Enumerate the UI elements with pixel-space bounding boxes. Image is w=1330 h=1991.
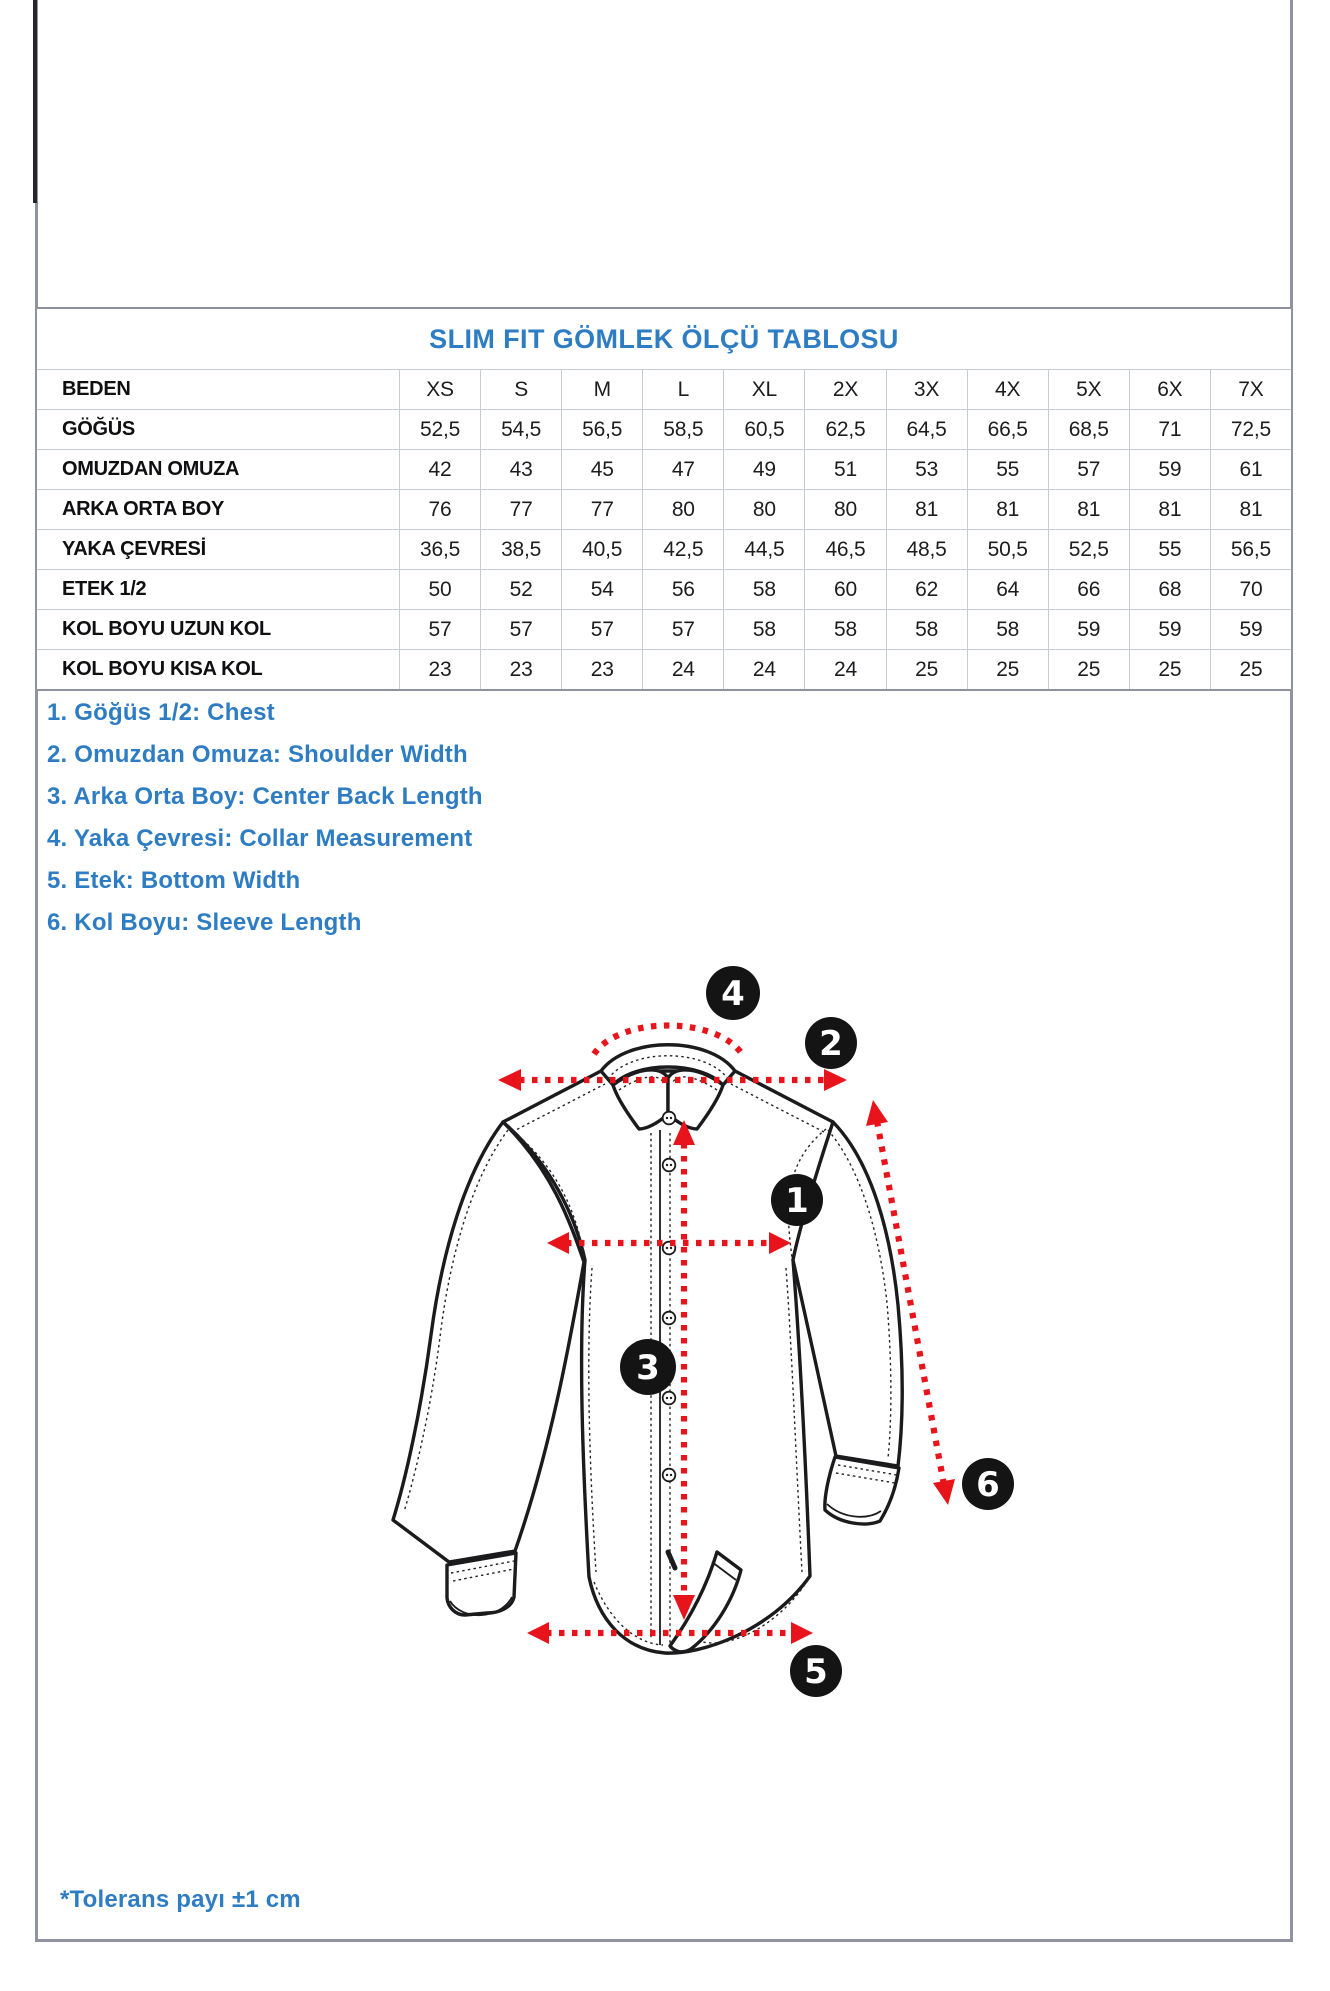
size-cell: 57 xyxy=(399,610,480,649)
size-cell: 25 xyxy=(886,650,967,689)
size-col-header: S xyxy=(480,370,561,409)
size-cell: 38,5 xyxy=(480,530,561,569)
size-cell: 25 xyxy=(1048,650,1129,689)
row-label: ARKA ORTA BOY xyxy=(62,498,225,520)
marker-4-number: 4 xyxy=(721,974,745,1014)
size-cell: 47 xyxy=(642,450,723,489)
size-cell: 62 xyxy=(886,570,967,609)
table-row xyxy=(37,410,1291,450)
size-cell: 72,5 xyxy=(1210,410,1291,449)
marker-6-number: 6 xyxy=(976,1465,1000,1505)
size-cell: 76 xyxy=(399,490,480,529)
row-label: YAKA ÇEVRESİ xyxy=(62,538,206,560)
size-cell: 24 xyxy=(642,650,723,689)
size-cell: 55 xyxy=(967,450,1048,489)
size-col-header: M xyxy=(561,370,642,409)
size-cell: 81 xyxy=(1210,490,1291,529)
size-cell: 49 xyxy=(723,450,804,489)
size-cell: 25 xyxy=(1210,650,1291,689)
size-cell: 42 xyxy=(399,450,480,489)
size-cell: 57 xyxy=(642,610,723,649)
size-table-title-row xyxy=(37,309,1291,370)
table-header-row xyxy=(37,370,1291,410)
size-cell: 80 xyxy=(642,490,723,529)
marker-1 xyxy=(771,1174,823,1226)
size-table-title: SLIM FIT GÖMLEK ÖLÇÜ TABLOSU xyxy=(429,323,899,354)
marker-2 xyxy=(805,1017,857,1069)
marker-2-number: 2 xyxy=(819,1024,843,1064)
size-cell: 59 xyxy=(1129,610,1210,649)
size-cell: 42,5 xyxy=(642,530,723,569)
legend-item: 3. Arka Orta Boy: Center Back Length xyxy=(47,783,483,810)
size-col-header: 4X xyxy=(967,370,1048,409)
size-cell: 56,5 xyxy=(1210,530,1291,569)
size-cell: 80 xyxy=(804,490,885,529)
row-label: ETEK 1/2 xyxy=(62,578,147,600)
size-cell: 66,5 xyxy=(967,410,1048,449)
size-cell: 58 xyxy=(804,610,885,649)
size-cell: 52,5 xyxy=(1048,530,1129,569)
tolerance-footnote: *Tolerans payı ±1 cm xyxy=(60,1886,301,1913)
size-cell: 58 xyxy=(723,570,804,609)
size-cell: 70 xyxy=(1210,570,1291,609)
size-cell: 58 xyxy=(967,610,1048,649)
size-cell: 77 xyxy=(480,490,561,529)
size-cell: 54 xyxy=(561,570,642,609)
size-cell: 52,5 xyxy=(399,410,480,449)
size-cell: 23 xyxy=(480,650,561,689)
size-cell: 24 xyxy=(723,650,804,689)
size-cell: 23 xyxy=(561,650,642,689)
size-cell: 46,5 xyxy=(804,530,885,569)
size-table-rows xyxy=(37,370,1291,689)
size-cell: 59 xyxy=(1129,450,1210,489)
marker-6 xyxy=(962,1458,1014,1510)
size-cell: 68,5 xyxy=(1048,410,1129,449)
marker-5 xyxy=(790,1645,842,1697)
size-cell: 56 xyxy=(642,570,723,609)
size-col-header: 3X xyxy=(886,370,967,409)
size-col-header: 6X xyxy=(1129,370,1210,409)
size-cell: 56,5 xyxy=(561,410,642,449)
size-cell: 48,5 xyxy=(886,530,967,569)
marker-3-number: 3 xyxy=(636,1348,660,1388)
size-cell: 81 xyxy=(1129,490,1210,529)
table-row xyxy=(37,490,1291,530)
shirt-measurement-diagram xyxy=(330,940,1030,1720)
size-cell: 68 xyxy=(1129,570,1210,609)
size-cell: 81 xyxy=(967,490,1048,529)
table-row xyxy=(37,570,1291,610)
size-col-header: L xyxy=(642,370,723,409)
size-cell: 53 xyxy=(886,450,967,489)
marker-3 xyxy=(620,1339,676,1395)
size-cell: 80 xyxy=(723,490,804,529)
legend-item: 1. Göğüs 1/2: Chest xyxy=(47,699,275,726)
shirt-right-cuff xyxy=(825,1457,899,1524)
top-left-border-segment xyxy=(33,0,37,203)
table-row xyxy=(37,610,1291,650)
size-cell: 44,5 xyxy=(723,530,804,569)
size-col-header: XS xyxy=(399,370,480,409)
size-col-header: XL xyxy=(723,370,804,409)
row-label: KOL BOYU KISA KOL xyxy=(62,658,263,680)
size-cell: 81 xyxy=(886,490,967,529)
size-cell: 59 xyxy=(1048,610,1129,649)
size-col-header: 2X xyxy=(804,370,885,409)
size-cell: 50 xyxy=(399,570,480,609)
legend-item: 5. Etek: Bottom Width xyxy=(47,867,301,894)
size-cell: 81 xyxy=(1048,490,1129,529)
size-cell: 23 xyxy=(399,650,480,689)
size-cell: 50,5 xyxy=(967,530,1048,569)
size-cell: 54,5 xyxy=(480,410,561,449)
size-col-header: 5X xyxy=(1048,370,1129,409)
size-cell: 58,5 xyxy=(642,410,723,449)
size-cell: 64,5 xyxy=(886,410,967,449)
legend-item: 2. Omuzdan Omuza: Shoulder Width xyxy=(47,741,468,768)
size-cell: 62,5 xyxy=(804,410,885,449)
size-cell: 52 xyxy=(480,570,561,609)
size-header-label: BEDEN xyxy=(62,378,131,400)
size-cell: 66 xyxy=(1048,570,1129,609)
size-table xyxy=(35,307,1293,691)
table-row xyxy=(37,450,1291,490)
size-col-header: 7X xyxy=(1210,370,1291,409)
size-cell: 57 xyxy=(1048,450,1129,489)
marker-1-number: 1 xyxy=(785,1181,809,1221)
legend-item: 6. Kol Boyu: Sleeve Length xyxy=(47,909,362,936)
marker-5-number: 5 xyxy=(804,1652,828,1692)
size-cell: 57 xyxy=(561,610,642,649)
table-row xyxy=(37,650,1291,689)
size-cell: 61 xyxy=(1210,450,1291,489)
size-cell: 71 xyxy=(1129,410,1210,449)
size-cell: 60,5 xyxy=(723,410,804,449)
size-cell: 51 xyxy=(804,450,885,489)
size-cell: 24 xyxy=(804,650,885,689)
size-cell: 58 xyxy=(886,610,967,649)
size-cell: 25 xyxy=(1129,650,1210,689)
table-row xyxy=(37,530,1291,570)
size-cell: 55 xyxy=(1129,530,1210,569)
row-label: GÖĞÜS xyxy=(62,418,135,440)
row-label: OMUZDAN OMUZA xyxy=(62,458,240,480)
marker-4 xyxy=(706,966,760,1020)
row-label: KOL BOYU UZUN KOL xyxy=(62,618,271,640)
legend-item: 4. Yaka Çevresi: Collar Measurement xyxy=(47,825,473,852)
size-cell: 45 xyxy=(561,450,642,489)
size-cell: 59 xyxy=(1210,610,1291,649)
measurement-legend xyxy=(47,699,483,951)
size-cell: 25 xyxy=(967,650,1048,689)
size-cell: 77 xyxy=(561,490,642,529)
size-cell: 60 xyxy=(804,570,885,609)
size-cell: 64 xyxy=(967,570,1048,609)
size-cell: 40,5 xyxy=(561,530,642,569)
size-cell: 36,5 xyxy=(399,530,480,569)
size-cell: 57 xyxy=(480,610,561,649)
size-cell: 58 xyxy=(723,610,804,649)
size-cell: 43 xyxy=(480,450,561,489)
